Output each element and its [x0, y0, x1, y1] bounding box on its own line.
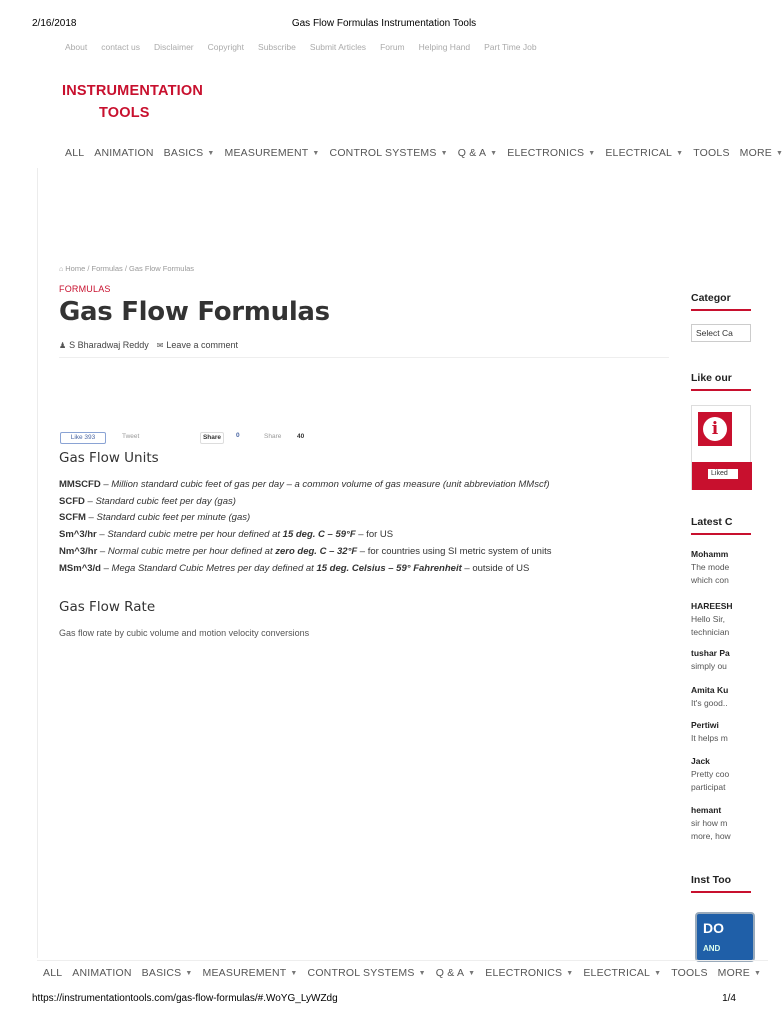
chevron-down-icon: ▼: [185, 969, 193, 977]
units-list: [59, 477, 551, 577]
rate-heading: Gas Flow Rate: [59, 599, 156, 615]
main-nav: [65, 145, 783, 161]
latest-comment[interactable]: Mohamm The mode which con: [691, 549, 730, 585]
chevron-down-icon: ▼: [490, 149, 498, 157]
nav-item-tools[interactable]: TOOLS: [671, 967, 708, 979]
sidebar: [691, 290, 768, 960]
print-url: https://instrumentationtools.com/gas-flow-formulas/#.WoYG_LyWZdg: [32, 993, 338, 1004]
nav-item-electrical[interactable]: ELECTRICAL ▼: [583, 967, 662, 979]
logo-line2: TOOLS: [99, 105, 150, 121]
top-link-about[interactable]: About: [65, 42, 88, 52]
share-count: 0: [236, 432, 240, 439]
nav-item-basics[interactable]: BASICS ▼: [141, 967, 193, 979]
sidebar-categories-heading: Categor: [691, 292, 731, 304]
top-link-disclaimer[interactable]: Disclaimer: [153, 42, 194, 52]
nav-item-more[interactable]: MORE ▼: [739, 147, 783, 159]
latest-comment[interactable]: HAREESH Hello Sir, technician: [691, 601, 733, 637]
breadcrumb-section[interactable]: Formulas: [91, 264, 123, 273]
leave-comment-link[interactable]: ✉ Leave a comment: [156, 340, 238, 350]
unit-row: MSm^3/d – Mega Standard Cubic Metres per day defined at 15 deg. Celsius – 59° Fahrenheit – outside of US: [59, 562, 530, 574]
home-icon: ⌂: [59, 266, 64, 273]
latest-comment[interactable]: Pertiwi It helps m: [691, 720, 728, 743]
logo-line1: INSTRUMENTATION: [62, 83, 204, 99]
print-date: 2/16/2018: [32, 18, 77, 29]
print-header: [32, 18, 736, 32]
top-link-submit-articles[interactable]: Submit Articles: [309, 42, 367, 52]
nav-item-control-systems[interactable]: CONTROL SYSTEMS ▼: [307, 967, 426, 979]
rate-description: Gas flow rate by cubic volume and motion velocity conversions: [59, 628, 310, 638]
nav-item-electronics[interactable]: ELECTRONICS ▼: [507, 147, 596, 159]
chevron-down-icon: ▼: [775, 149, 783, 157]
nav-item-measurement[interactable]: MEASUREMENT ▼: [224, 147, 320, 159]
breadcrumb-current: Gas Flow Formulas: [129, 264, 195, 273]
latest-comment[interactable]: hemant sir how m more, how: [691, 805, 731, 841]
site-logo[interactable]: [62, 80, 204, 124]
tools-banner[interactable]: DO AND: [695, 912, 755, 962]
bottom-nav-divider: [37, 960, 768, 961]
unit-row: Nm^3/hr – Normal cubic metre per hour defined at zero deg. C – 32°F – for countries using SI metric system of units: [59, 545, 552, 557]
units-heading: Gas Flow Units: [59, 450, 159, 466]
sidebar-tools-heading: Inst Too: [691, 874, 732, 886]
unit-row: SCFD – Standard cubic feet per day (gas): [59, 495, 236, 507]
facebook-like-button[interactable]: Like 393: [60, 432, 106, 444]
top-link-contact[interactable]: contact us: [101, 42, 140, 52]
meta-divider: [59, 357, 669, 358]
content-divider: [37, 168, 38, 958]
sticky-nav: [43, 965, 762, 981]
chevron-down-icon: ▼: [588, 149, 596, 157]
nav-item-animation[interactable]: ANIMATION: [72, 967, 132, 979]
sidebar-latest-comments-heading: Latest C: [691, 516, 733, 528]
user-icon: ♟: [59, 341, 67, 350]
nav-item-tools[interactable]: TOOLS: [693, 147, 730, 159]
unit-row: Sm^3/hr – Standard cubic metre per hour defined at 15 deg. C – 59°F – for US: [59, 529, 394, 541]
chevron-down-icon: ▼: [418, 969, 426, 977]
nav-item-electrical[interactable]: ELECTRICAL ▼: [605, 147, 684, 159]
top-links-bar: [65, 42, 537, 52]
facebook-page-widget[interactable]: [691, 405, 751, 490]
author-link[interactable]: ♟ S Bharadwaj Reddy: [59, 340, 149, 350]
share-button[interactable]: Share: [200, 432, 224, 444]
top-link-part-time-job[interactable]: Part Time Job: [484, 42, 537, 52]
chevron-down-icon: ▼: [676, 149, 684, 157]
liked-button[interactable]: Liked: [708, 469, 738, 479]
chevron-down-icon: ▼: [440, 149, 448, 157]
info-logo-icon: i: [698, 412, 732, 446]
nav-item-basics[interactable]: BASICS ▼: [163, 147, 215, 159]
latest-comment[interactable]: Amita Ku It's good..: [691, 685, 729, 708]
nav-item-all[interactable]: ALL: [43, 967, 63, 979]
nav-item-electronics[interactable]: ELECTRONICS ▼: [485, 967, 574, 979]
share-button-secondary[interactable]: Share: [264, 433, 282, 440]
post-meta: [59, 340, 238, 350]
top-link-helping-hand[interactable]: Helping Hand: [418, 42, 471, 52]
chevron-down-icon: ▼: [566, 969, 574, 977]
category-select[interactable]: Select Ca: [691, 324, 751, 342]
nav-item-animation[interactable]: ANIMATION: [94, 147, 154, 159]
chevron-down-icon: ▼: [312, 149, 320, 157]
top-link-copyright[interactable]: Copyright: [207, 42, 245, 52]
nav-item-more[interactable]: MORE ▼: [717, 967, 762, 979]
top-link-subscribe[interactable]: Subscribe: [258, 42, 296, 52]
latest-comment[interactable]: tushar Pa simply ou: [691, 648, 730, 671]
nav-item-control-systems[interactable]: CONTROL SYSTEMS ▼: [329, 147, 448, 159]
print-page-number: 1/4: [722, 993, 736, 1004]
post-category[interactable]: FORMULAS: [59, 284, 111, 294]
breadcrumb: ⌂ Home / Formulas / Gas Flow Formulas: [59, 264, 195, 273]
nav-item-qa[interactable]: Q & A ▼: [435, 967, 476, 979]
top-link-forum[interactable]: Forum: [380, 42, 405, 52]
page-title: Gas Flow Formulas: [59, 297, 330, 327]
chevron-down-icon: ▼: [654, 969, 662, 977]
breadcrumb-home[interactable]: Home: [65, 264, 86, 273]
nav-item-qa[interactable]: Q & A ▼: [457, 147, 498, 159]
nav-item-measurement[interactable]: MEASUREMENT ▼: [202, 967, 298, 979]
share-count-secondary: 40: [297, 433, 305, 440]
unit-row: MMSCFD – Million standard cubic feet of gas per day – a common volume of gas measure (unit abbreviation MMscf): [59, 479, 550, 490]
chevron-down-icon: ▼: [468, 969, 476, 977]
print-footer: [32, 993, 736, 1007]
print-title: Gas Flow Formulas Instrumentation Tools: [291, 18, 477, 29]
chevron-down-icon: ▼: [290, 969, 298, 977]
sidebar-like-heading: Like our: [691, 372, 732, 384]
latest-comment[interactable]: Jack Pretty coo participat: [691, 756, 730, 792]
tweet-button[interactable]: Tweet: [122, 433, 140, 440]
chevron-down-icon: ▼: [753, 969, 762, 977]
unit-row: SCFM – Standard cubic feet per minute (gas): [59, 512, 251, 524]
comment-icon: ✉: [156, 341, 164, 350]
nav-item-all[interactable]: ALL: [65, 147, 85, 159]
chevron-down-icon: ▼: [207, 149, 215, 157]
